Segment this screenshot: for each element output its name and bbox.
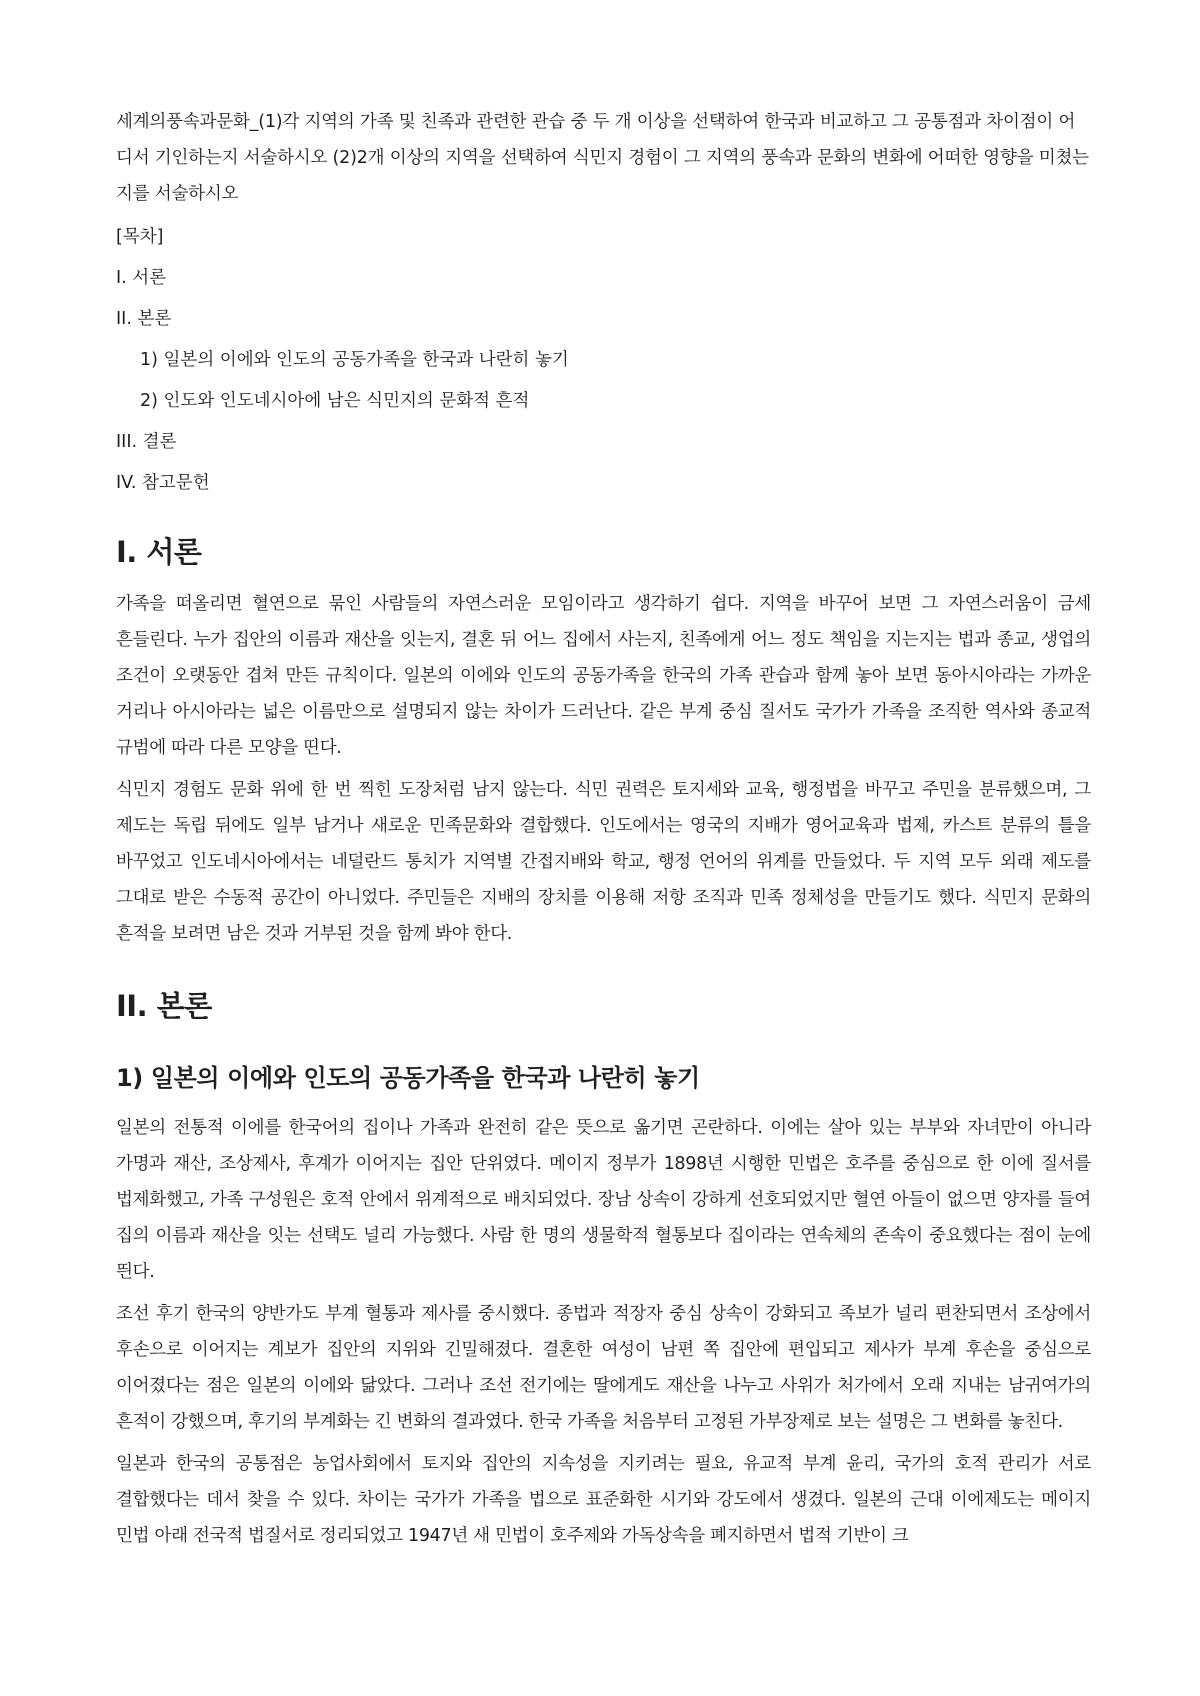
subsection-heading-1: 1) 일본의 이에와 인도의 공동가족을 한국과 나란히 놓기	[116, 1064, 700, 1092]
table-of-contents	[116, 222, 1091, 498]
toc-item-introduction: I. 서론	[116, 268, 167, 288]
toc-item-references: IV. 참고문헌	[116, 473, 210, 493]
body-paragraph: 조선 후기 한국의 양반가도 부계 혈통과 제사를 중시했다. 종법과 적장자 중심 상속이 강화되고 족보가 널리 편찬되면서 조상에서 후손으로 이어지는 계보가 집안의 지위와 긴밀해졌다. 결혼한 여성이 남편 쪽 집안에 편입되고 제사가 부계 후손을 중심으로 이어졌다는 점은 일본의 이에와 닮았다. 그러나 조선 전기에는 딸에게도 재산을 나누고 사위가 처가에서 오래 지내는 남귀여가의 흔적이 강했으며, 후기의 부계화는 긴 변화의 결과였다. 한국 가족을 처음부터 고정된 가부장제로 보는 설명은 그 변화를 놓친다.	[116, 1304, 1091, 1432]
document-page	[116, 104, 1091, 1560]
toc-label: [목차]	[116, 227, 164, 247]
toc-item-conclusion: III. 결론	[116, 432, 177, 452]
section-heading-introduction: I. 서론	[116, 535, 202, 569]
intro-paragraph: 식민지 경험도 문화 위에 한 번 찍힌 도장처럼 남지 않는다. 식민 권력은 토지세와 교육, 행정법을 바꾸고 주민을 분류했으며, 그 제도는 독립 뒤에도 일부 남거나 새로운 민족문화와 결합했다. 인도에서는 영국의 지배가 영어교육과 법제, 카스트 분류의 틀을 바꾸었고 인도네시아에서는 네덜란드 통치가 지역별 간접지배와 학교, 행정 언어의 위계를 만들었다. 두 지역 모두 외래 제도를 그대로 받은 수동적 공간이 아니었다. 주민들은 지배의 장치를 이용해 저항 조직과 민족 정체성을 만들기도 했다. 식민지 문화의 흔적을 보려면 남은 것과 거부된 것을 함께 봐야 한다.	[116, 780, 1091, 944]
toc-item-body-sub2: 2) 인도와 인도네시아에 남은 식민지의 문화적 흔적	[140, 391, 530, 411]
body-paragraph: 일본과 한국의 공통점은 농업사회에서 토지와 집안의 지속성을 지키려는 필요, 유교적 부계 윤리, 국가의 호적 관리가 서로 결합했다는 데서 찾을 수 있다. 차이는 국가가 가족을 법으로 표준화한 시기와 강도에서 생겼다. 일본의 근대 이에제도는 메이지 민법 아래 전국적 법질서로 정리되었고 1947년 새 민법이 호주제와 가독상속을 폐지하면서 법적 기반이 크	[116, 1454, 1091, 1546]
body-paragraph: 일본의 전통적 이에를 한국어의 집이나 가족과 완전히 같은 뜻으로 옮기면 곤란하다. 이에는 살아 있는 부부와 자녀만이 아니라 가명과 재산, 조상제사, 후계가 이어지는 집안 단위였다. 메이지 정부가 1898년 시행한 민법은 호주를 중심으로 한 이에 질서를 법제화했고, 가족 구성원은 호적 안에서 위계적으로 배치되었다. 장남 상속이 강하게 선호되었지만 혈연 아들이 없으면 양자를 들여 집의 이름과 재산을 잇는 선택도 널리 가능했다. 사람 한 명의 생물학적 혈통보다 집이라는 연속체의 존속이 중요했다는 점이 눈에 띈다.	[116, 1118, 1091, 1282]
toc-item-body-sub1: 1) 일본의 이에와 인도의 공동가족을 한국과 나란히 놓기	[140, 350, 569, 370]
intro-paragraph: 가족을 떠올리면 혈연으로 묶인 사람들의 자연스러운 모임이라고 생각하기 쉽다. 지역을 바꾸어 보면 그 자연스러움이 금세 흔들린다. 누가 집안의 이름과 재산을 잇는지, 결혼 뒤 어느 집에서 사는지, 친족에게 어느 정도 책임을 지는지는 법과 종교, 생업의 조건이 오랫동안 겹쳐 만든 규칙이다. 일본의 이에와 인도의 공동가족을 한국의 가족 관습과 함께 놓아 보면 동아시아라는 가까운 거리나 아시아라는 넓은 이름만으로 설명되지 않는 차이가 드러난다. 같은 부계 중심 질서도 국가가 가족을 조직한 역사와 종교적 규범에 따라 다른 모양을 띤다.	[116, 594, 1091, 758]
document-title: 세계의풍속과문화_(1)각 지역의 가족 및 친족과 관련한 관습 중 두 개 이상을 선택하여 한국과 비교하고 그 공통점과 차이점이 어디서 기인하는지 서술하시오 (2)2개 이상의 지역을 선택하여 식민지 경험이 그 지역의 풍속과 문화의 변화에 어떠한 영향을 미쳤는지를 서술하시오	[116, 112, 1089, 204]
toc-item-body: II. 본론	[116, 309, 172, 329]
section-heading-body: II. 본론	[116, 989, 212, 1023]
